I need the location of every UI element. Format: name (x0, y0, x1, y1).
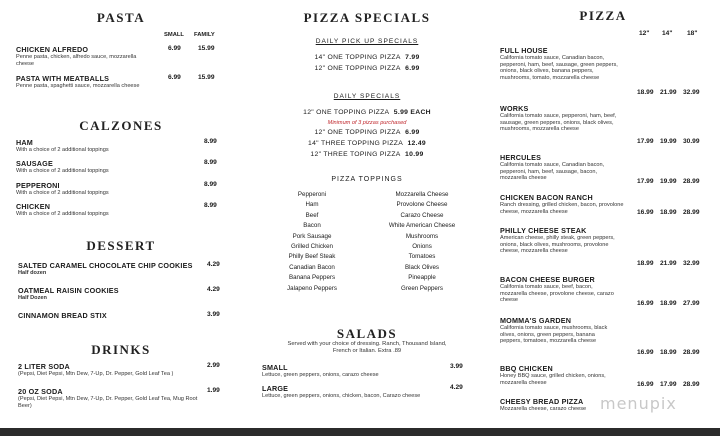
topping-item: Banana Peppers (288, 274, 336, 282)
item-prices (637, 178, 706, 185)
topping-item: White American Cheese (388, 222, 456, 230)
price-12: 16.99 (637, 349, 654, 356)
item-desc: With a choice of 2 additional toppings (16, 168, 109, 174)
item-name: PHILLY CHEESE STEAK (500, 226, 587, 235)
menu-item-small-salad (262, 363, 476, 379)
menu-item-salted-caramel-cookies (18, 261, 226, 277)
menu-item-calzone-sausage (16, 159, 226, 175)
topping-item: Jalapeno Peppers (287, 284, 337, 292)
menu-item-large-salad (262, 384, 476, 400)
item-name: SMALL (262, 363, 288, 372)
item-name: BBQ CHICKEN (500, 364, 553, 373)
price: 2.99 (207, 362, 220, 369)
pizza-item-philly-cheese-steak (500, 226, 708, 267)
price: 8.99 (204, 181, 217, 188)
pizza-item-hercules (500, 153, 708, 185)
item-name: OATMEAL RAISIN COOKIES (18, 286, 119, 295)
item-desc: (Pepsi, Diet Pepsi, Mtn Dew, 7-Up, Dr. Pepper, Gold Leaf Tea, Mug Root Beer) (18, 396, 198, 409)
price-14: 18.99 (660, 300, 677, 307)
item-prices (637, 209, 706, 216)
pizza-title: PIZZA (579, 8, 627, 23)
pickup-special-14 (258, 54, 476, 61)
topping-item: Canadian Bacon (289, 263, 335, 271)
menu-item-pasta-meatballs (16, 74, 226, 90)
price: 4.29 (207, 261, 220, 268)
toppings-right-list (362, 190, 482, 294)
menupix-watermark: menupix (600, 394, 677, 413)
price-12: 16.99 (637, 300, 654, 307)
price-18: 32.99 (683, 89, 700, 96)
salads-note: Served with your choice of dressing. Ranch, Thousand Island, French or Italian. Extra .89 (287, 341, 447, 354)
item-name: HAM (16, 138, 33, 147)
special-price: 5.99 EACH (393, 109, 431, 116)
special-label: 12" ONE TOPPING PIZZA (303, 109, 390, 116)
topping-item: Pineapple (408, 274, 436, 282)
size-18-header: 18" (687, 30, 698, 37)
pizza-item-works (500, 104, 708, 145)
daily-specials-heading: DAILY SPECIALS (333, 93, 401, 100)
topping-item: Carazo Cheese (400, 211, 444, 219)
item-prices (637, 89, 706, 96)
item-name: CHICKEN (16, 202, 51, 211)
item-desc: Half Dozen (18, 295, 47, 301)
item-prices (637, 300, 706, 307)
price-12: 16.99 (637, 381, 654, 388)
price-18: 28.99 (683, 381, 700, 388)
pasta-family-header: FAMILY (194, 32, 215, 38)
item-name: 20 OZ SODA (18, 387, 63, 396)
topping-item: Green Peppers (401, 284, 443, 292)
item-prices (637, 260, 706, 267)
item-name: CHICKEN BACON RANCH (500, 193, 593, 202)
price-18: 28.99 (683, 178, 700, 185)
price-14: 18.99 (660, 349, 677, 356)
item-prices (637, 349, 706, 356)
item-desc: American cheese, philly steak, green peppers, onions, black olives, mushrooms, provolone cheese, mozzarella cheese (500, 235, 615, 254)
price-12: 17.99 (637, 138, 654, 145)
pizza-item-mommas-garden (500, 316, 708, 356)
item-name: BACON CHEESE BURGER (500, 275, 595, 284)
item-desc: Lettuce, green peppers, onions, carazo cheese (262, 372, 379, 378)
special-price: 10.99 (405, 151, 424, 158)
item-name: 2 LITER SODA (18, 362, 70, 371)
calzones-title: CALZONES (79, 118, 163, 133)
topping-item: Tomatoes (408, 253, 436, 261)
dessert-title: DESSERT (86, 238, 156, 253)
price-14: 21.99 (660, 89, 677, 96)
item-name: CINNAMON BREAD STIX (18, 311, 107, 320)
special-label: 12" ONE TOPPING PIZZA (314, 65, 401, 72)
item-name: HERCULES (500, 153, 542, 162)
special-label: 12" ONE TOPPING PIZZA (314, 129, 401, 136)
item-name: FULL HOUSE (500, 46, 548, 55)
menu-item-calzone-ham (16, 138, 226, 154)
topping-item: Mushrooms (405, 232, 439, 240)
daily-special-4 (258, 151, 476, 158)
price: 3.99 (450, 363, 463, 370)
special-label: 14" THREE TOPPING PIZZA (308, 140, 404, 147)
pizza-item-full-house (500, 46, 708, 96)
bottom-bar (0, 428, 720, 436)
item-name: SALTED CARAMEL CHOCOLATE CHIP COOKIES (18, 261, 193, 270)
item-desc: Ranch dressing, grilled chicken, bacon, provolone cheese, mozzarella cheese (500, 202, 624, 215)
item-name: PASTA WITH MEATBALLS (16, 74, 110, 83)
pizza-item-chicken-bacon-ranch (500, 193, 708, 215)
price: 8.99 (204, 159, 217, 166)
menu-item-2-liter-soda (18, 362, 226, 378)
price: 4.29 (207, 286, 220, 293)
topping-item: Beef (305, 211, 319, 219)
price-18: 27.99 (683, 300, 700, 307)
price: 8.99 (204, 138, 217, 145)
menu-item-20-oz-soda (18, 387, 226, 409)
item-desc: Penne pasta, spaghetti sauce, mozzarella cheese (16, 83, 140, 89)
price-14: 18.99 (660, 209, 677, 216)
item-prices (637, 138, 706, 145)
item-desc: With a choice of 2 additional toppings (16, 211, 109, 217)
price-14: 17.99 (660, 381, 677, 388)
price-18: 28.99 (683, 209, 700, 216)
item-desc: With a choice of 2 additional toppings (16, 147, 109, 153)
item-desc: California tomato sauce, pepperoni, ham, beef, sausage, green peppers, onions, black olives, mushrooms, mozzarella cheese (500, 113, 617, 132)
item-desc: California tomato sauce, mushrooms, black olives, onions, green peppers, banana peppers, tomatoes, mozzarella cheese (500, 325, 608, 344)
topping-item: Black Olives (404, 263, 440, 271)
price-18: 28.99 (683, 349, 700, 356)
special-price: 6.99 (405, 65, 420, 72)
item-desc: Honey BBQ sauce, grilled chicken, onions, mozzarella cheese (500, 373, 606, 386)
price-14: 19.99 (660, 178, 677, 185)
daily-special-note: Minimum of 3 pizzas purchased (327, 120, 407, 126)
topping-item: Pork Sausage (292, 232, 332, 240)
menu-item-calzone-pepperoni (16, 181, 226, 197)
item-desc: Lettuce, green peppers, onions, chicken, bacon, Carazo cheese (262, 393, 421, 399)
size-14-header: 14" (662, 30, 673, 37)
special-label: 14" ONE TOPPING PIZZA (314, 54, 401, 61)
topping-item: Mozzarella Cheese (395, 191, 449, 198)
topping-item: Bacon (303, 222, 321, 230)
menu-item-oatmeal-cookies (18, 286, 226, 302)
toppings-left-list (258, 190, 366, 294)
daily-special-1 (258, 109, 476, 116)
price-12: 18.99 (637, 260, 654, 267)
price-small: 6.99 (168, 45, 181, 52)
menu-item-chicken-alfredo (16, 45, 226, 67)
special-price: 7.99 (405, 54, 420, 61)
item-desc: California tomato sauce, Canadian bacon, pepperoni, ham, beef, sausage, green peppers, onions, black olives, banana peppers, mushrooms, tomato, mozzarella cheese (500, 55, 618, 81)
price-12: 17.99 (637, 178, 654, 185)
item-desc: Mozzarella cheese, carazo cheese (500, 406, 587, 412)
topping-item: Grilled Chicken (291, 243, 333, 251)
daily-special-3 (258, 140, 476, 147)
price: 8.99 (204, 202, 217, 209)
pasta-title: PASTA (96, 10, 146, 25)
item-name: MOMMA'S GARDEN (500, 316, 572, 325)
pizza-item-bbq-chicken (500, 364, 708, 386)
price-14: 21.99 (660, 260, 677, 267)
item-name: CHEESY BREAD PIZZA (500, 397, 584, 406)
topping-item: Provolone Cheese (396, 201, 448, 209)
pickup-special-12 (258, 65, 476, 72)
item-name: WORKS (500, 104, 529, 113)
item-name: PEPPERONI (16, 181, 60, 190)
price-family: 15.99 (198, 74, 215, 81)
drinks-title: DRINKS (91, 342, 151, 357)
item-desc: Half dozen (18, 270, 47, 276)
price-18: 32.99 (683, 260, 700, 267)
item-desc: (Pepsi, Diet Pepsi, Mtn Dew, 7-Up, Dr. Pepper, Gold Leaf Tea ) (18, 371, 174, 377)
price-small: 6.99 (168, 74, 181, 81)
topping-item: Ham (305, 201, 319, 209)
price-14: 19.99 (660, 138, 677, 145)
item-desc: California tomato sauce, beef, bacon, mozzarella cheese, provolone cheese, carazo cheese (500, 284, 614, 303)
special-price: 6.99 (405, 129, 420, 136)
pizza-specials-title: PIZZA SPECIALS (303, 10, 431, 25)
price-family: 15.99 (198, 45, 215, 52)
item-name: SAUSAGE (16, 159, 53, 168)
item-desc: Penne pasta, chicken, alfredo sauce, mozzarella cheese (16, 54, 137, 67)
item-name: LARGE (262, 384, 289, 393)
topping-item: Onions (412, 243, 432, 251)
topping-item: Philly Beef Steak (288, 253, 336, 261)
item-desc: California tomato sauce, Canadian bacon, pepperoni, ham, beef, sausage, bacon, mozzarella cheese (500, 162, 605, 181)
topping-item: Pepperoni (297, 191, 327, 198)
pizza-item-bacon-cheese-burger (500, 275, 708, 307)
price-12: 16.99 (637, 209, 654, 216)
menu-item-calzone-chicken (16, 202, 226, 218)
salads-title: SALADS (336, 326, 398, 341)
price-18: 30.99 (683, 138, 700, 145)
size-12-header: 12" (639, 30, 650, 37)
menu-item-cinnamon-stix (18, 311, 226, 320)
pizza-toppings-heading: PIZZA TOPPINGS (331, 176, 403, 183)
price: 4.29 (450, 384, 463, 391)
daily-special-2 (258, 129, 476, 136)
special-label: 12" THREE TOPING PIZZA (310, 151, 401, 158)
price: 1.99 (207, 387, 220, 394)
item-desc: With a choice of 2 additional toppings (16, 190, 109, 196)
pickup-specials-heading: DAILY PICK UP SPECIALS (315, 38, 419, 45)
item-name: CHICKEN ALFREDO (16, 45, 89, 54)
special-price: 12.49 (407, 140, 426, 147)
price: 3.99 (207, 311, 220, 318)
item-prices (637, 381, 706, 388)
pasta-small-header: SMALL (164, 32, 184, 38)
price-12: 18.99 (637, 89, 654, 96)
